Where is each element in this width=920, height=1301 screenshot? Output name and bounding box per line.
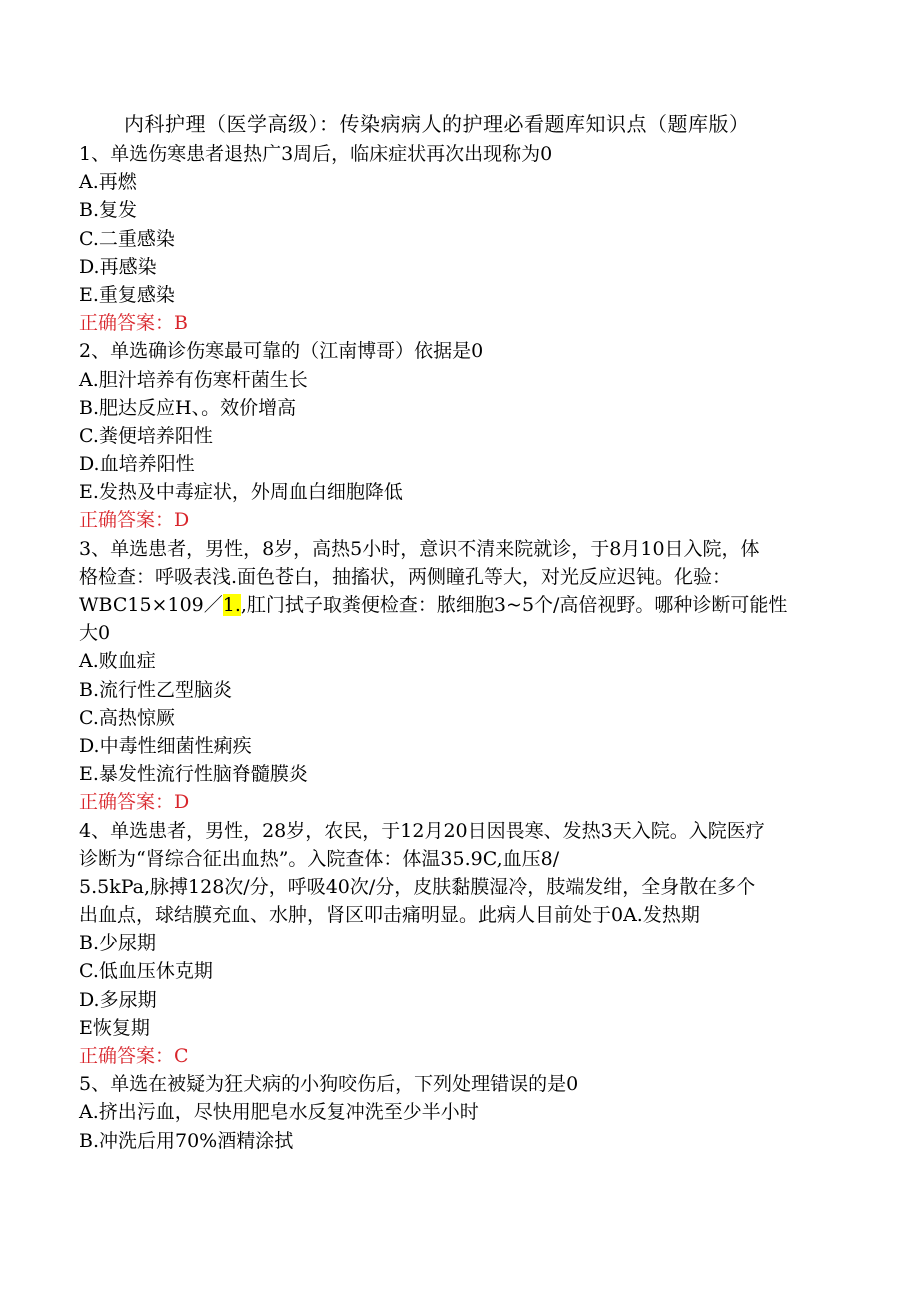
option-b: B.复发 [79, 199, 138, 222]
answer-value: C [174, 1045, 189, 1067]
question-stem-line: 4、单选患者，男性，28岁，农民，于12月20日因畏寒、发热3天入院。入院医疗 [79, 819, 765, 842]
correct-answer [79, 788, 839, 816]
option-b: B.流行性乙型脑炎 [79, 678, 233, 701]
stem-text: WBC15×109／ [79, 594, 223, 616]
option-e: E.重复感染 [79, 283, 175, 306]
answer-value: D [174, 791, 190, 814]
answer-label: 正确答案： [79, 1045, 175, 1067]
option-b: B.冲洗后用70%酒精涂拭 [79, 1129, 294, 1152]
question-stem: 2、单选确诊伤寒最可靠的（江南博哥）依据是0 [79, 340, 484, 363]
option-d: D.多尿期 [79, 988, 157, 1011]
option-d: D.血培养阳性 [79, 453, 195, 476]
question-stem-line: 出血点，球结膜充血、水肿，肾区叩击痛明显。此病人目前处于0A.发热期 [79, 904, 700, 927]
option-e: E.暴发性流行性脑脊髓膜炎 [79, 763, 308, 786]
question-stem: 5、单选在被疑为狂犬病的小狗咬伤后，下列处理错误的是0 [79, 1073, 579, 1096]
question-1 [79, 140, 839, 337]
correct-answer [79, 309, 839, 337]
answer-label: 正确答案： [79, 791, 175, 814]
option-a: A.挤出污血，尽快用肥皂水反复冲洗至少半小时 [79, 1101, 479, 1124]
question-stem-line [79, 591, 839, 619]
question-stem-line: 大0 [79, 622, 111, 645]
option-a: A.败血症 [79, 650, 156, 673]
answer-value: D [174, 509, 190, 532]
highlighted-text: 1. [222, 594, 241, 616]
option-d: D.再感染 [79, 255, 157, 278]
question-stem-line: 诊断为“肾综合征出血热”。入院查体：体温35.9C,血压8/ [79, 847, 560, 870]
question-stem-line: 3、单选患者，男性，8岁，高热5小时，意识不清来院就诊，于8月10日入院，体 [79, 537, 760, 560]
correct-answer [79, 1042, 839, 1070]
question-list [79, 140, 839, 1155]
question-4 [79, 817, 839, 1071]
option-c: C.高热惊厥 [79, 706, 175, 729]
option-c: C.粪便培养阳性 [79, 424, 213, 447]
stem-text: ,肛门拭子取粪便检查：脓细胞3~5个/高倍视野。哪种诊断可能性 [240, 594, 788, 616]
answer-label: 正确答案： [79, 509, 175, 532]
option-a: A.胆汁培养有伤寒杆菌生长 [79, 368, 308, 391]
option-a: A.再燃 [79, 171, 137, 194]
question-stem: 1、单选伤寒患者退热广3周后，临床症状再次出现称为0 [79, 143, 553, 165]
document-title: 内科护理（医学高级）：传染病病人的护理必看题库知识点（题库版） [124, 112, 750, 136]
option-c: C.低血压休克期 [79, 960, 213, 983]
option-e: E.发热及中毒症状，外周血白细胞降低 [79, 481, 403, 504]
option-e: E恢复期 [79, 1016, 150, 1039]
question-stem-line: 5.5kPa,脉搏128次/分，呼吸40次/分，皮肤黏膜湿冷，肢端发绀，全身散在多个 [79, 875, 756, 898]
option-b: B.肥达反应H、。效价增高 [79, 396, 297, 419]
option-d: D.中毒性细菌性痢疾 [79, 734, 252, 757]
question-5 [79, 1070, 839, 1155]
correct-answer [79, 506, 839, 534]
answer-value: B [174, 312, 188, 335]
question-2 [79, 337, 839, 534]
answer-label: 正确答案： [79, 312, 175, 335]
question-3 [79, 535, 839, 817]
question-stem-line: 格检查：呼吸表浅.面色苍白，抽搐状，两侧瞳孔等大，对光反应迟钝。化验： [79, 565, 732, 588]
option-c: C.二重感染 [79, 227, 175, 250]
option-b: B.少尿期 [79, 932, 157, 955]
